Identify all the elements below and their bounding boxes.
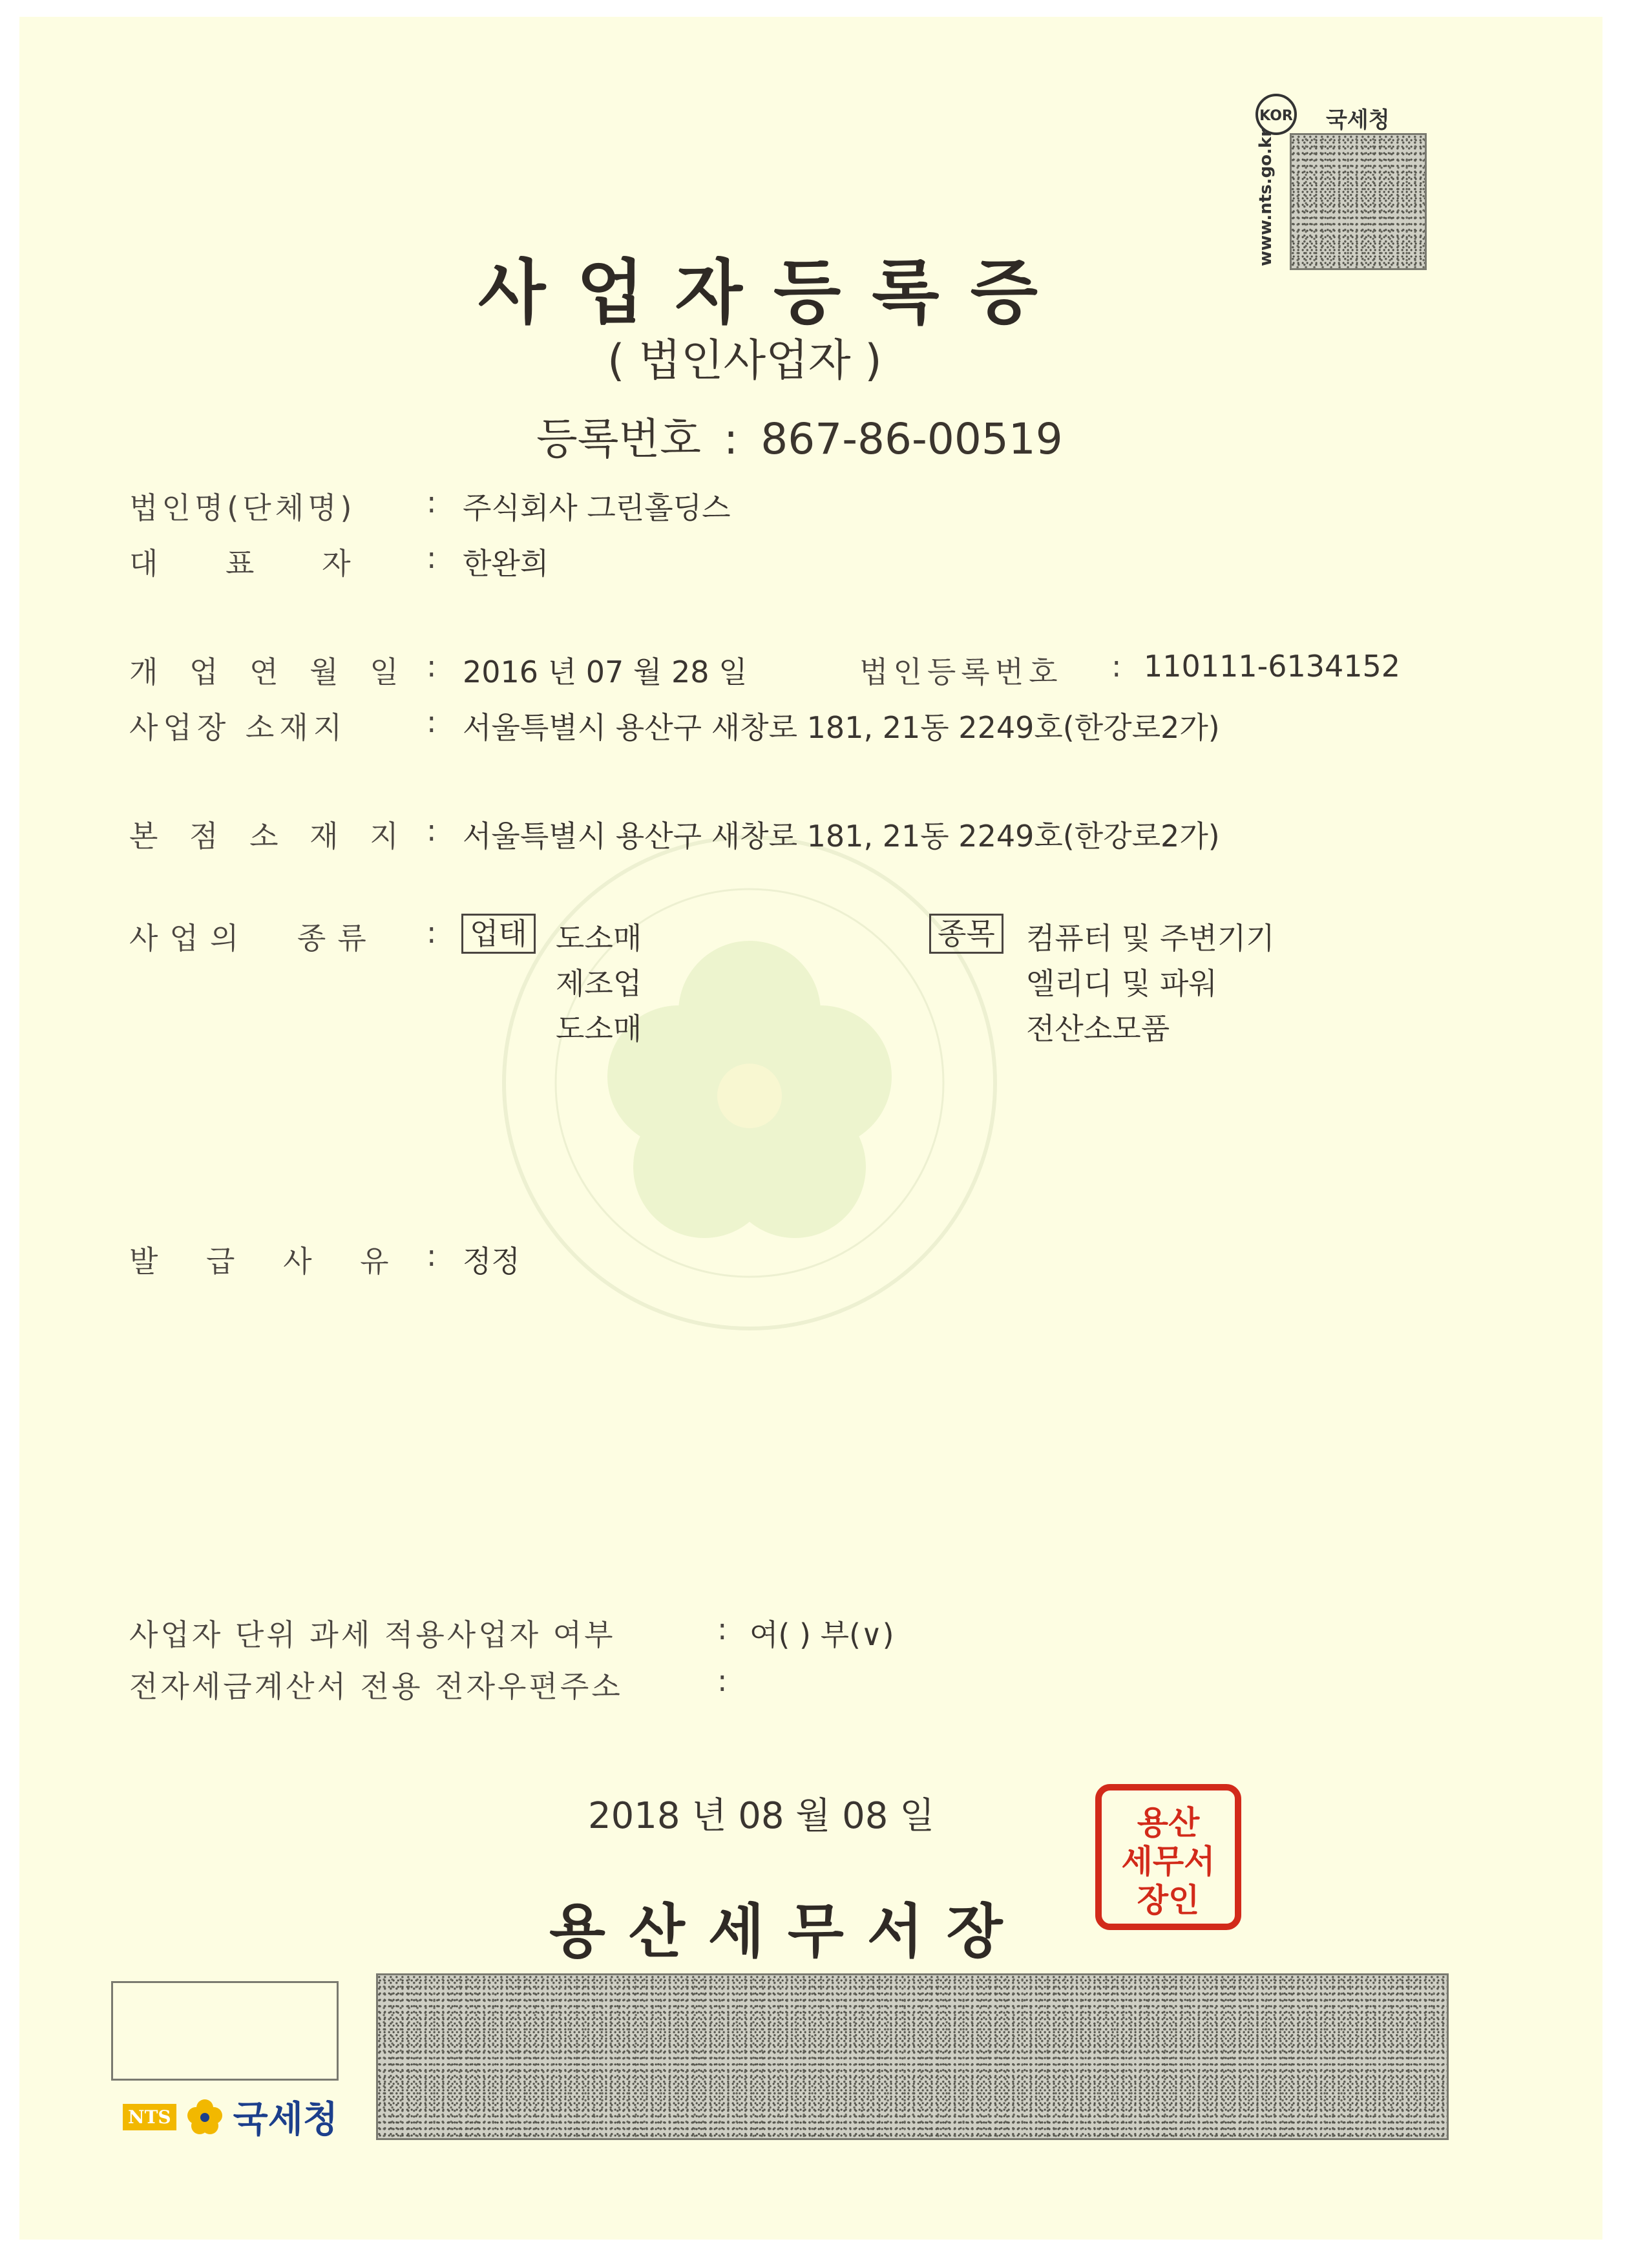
seal-line-1: 용산 bbox=[1137, 1803, 1200, 1842]
colon: : bbox=[426, 915, 437, 950]
colon: : bbox=[426, 704, 437, 739]
business-type-label: 사업의 종류 bbox=[129, 921, 378, 956]
email-label: 전자세금계산서 전용 전자우편주소 bbox=[129, 1669, 623, 1704]
nts-logo bbox=[123, 2091, 338, 2143]
document-title: 사업자등록증 bbox=[478, 253, 1069, 333]
category-2: 제조업 bbox=[556, 966, 642, 1001]
corp-reg-label: 법인등록번호 bbox=[859, 655, 1063, 689]
issue-reason-label: 발 급 사 유 bbox=[129, 1244, 389, 1279]
flower-icon bbox=[184, 2096, 226, 2137]
business-location-value: 서울특별시 용산구 새창로 181, 21동 2249호(한강로2가) bbox=[463, 710, 1220, 745]
svg-text:KOR: KOR bbox=[1259, 108, 1293, 124]
colon: : bbox=[426, 1238, 437, 1273]
corp-name-value: 주식회사 그린홀딩스 bbox=[463, 490, 731, 525]
issue-reason-value: 정정 bbox=[463, 1244, 520, 1279]
certificate-page bbox=[19, 17, 1602, 2240]
seal-line-2: 세무서 bbox=[1121, 1842, 1215, 1880]
registration-number-line bbox=[536, 404, 1063, 466]
category-3: 도소매 bbox=[556, 1011, 642, 1046]
qr-url: www.nts.go.kr bbox=[1256, 128, 1276, 266]
corp-reg-value: 110111-6134152 bbox=[1144, 649, 1401, 684]
issue-date: 2018 년 08 월 08 일 bbox=[588, 1795, 935, 1837]
corp-name-label: 법인명(단체명) bbox=[129, 490, 356, 525]
colon: : bbox=[426, 813, 437, 848]
colon: : bbox=[426, 649, 437, 684]
reg-number-label: 등록번호 bbox=[536, 414, 702, 464]
item-label-box: 종목 bbox=[929, 914, 1003, 954]
opening-date-value: 2016 년 07 월 28 일 bbox=[463, 655, 748, 689]
nts-logo-mark: NTS bbox=[123, 2104, 176, 2130]
item-3: 전산소모품 bbox=[1026, 1011, 1170, 1046]
representative-value: 한완희 bbox=[463, 546, 549, 581]
colon: : bbox=[717, 1663, 728, 1698]
category-label-box: 업태 bbox=[461, 914, 536, 954]
issuing-office: 용산세무서장 bbox=[549, 1898, 1026, 1966]
opening-date-label: 개 업 연 월 일 bbox=[129, 655, 399, 689]
unit-tax-value: 여( ) 부(∨) bbox=[750, 1617, 894, 1652]
colon: : bbox=[426, 540, 437, 575]
document-subtitle: ( 법인사업자 ) bbox=[607, 335, 882, 386]
seal-line-3: 장인 bbox=[1137, 1881, 1200, 1919]
qr-agency-label: 국세청 bbox=[1326, 107, 1390, 133]
blank-stamp-box bbox=[111, 1981, 339, 2081]
reg-number-value: 867-86-00519 bbox=[761, 414, 1063, 464]
business-location-label: 사업장 소재지 bbox=[129, 710, 348, 745]
item-2: 엘리디 및 파워 bbox=[1026, 966, 1217, 1001]
category-1: 도소매 bbox=[556, 921, 642, 956]
head-office-label: 본 점 소 재 지 bbox=[129, 819, 399, 854]
item-1: 컴퓨터 및 주변기기 bbox=[1026, 921, 1275, 956]
colon: : bbox=[426, 485, 437, 520]
official-seal bbox=[1092, 1781, 1245, 1933]
nts-emblem-watermark bbox=[485, 818, 1014, 1348]
security-pattern-strip bbox=[376, 1973, 1449, 2140]
head-office-value: 서울특별시 용산구 새창로 181, 21동 2249호(한강로2가) bbox=[463, 819, 1220, 854]
nts-logo-word: 국세청 bbox=[233, 2099, 338, 2141]
colon: : bbox=[717, 1612, 728, 1646]
unit-tax-label: 사업자 단위 과세 적용사업자 여부 bbox=[129, 1617, 616, 1652]
representative-label: 대 표 자 bbox=[129, 546, 351, 581]
qr-code bbox=[1290, 133, 1427, 270]
qr-panel bbox=[1254, 92, 1422, 279]
reg-number-sep: : bbox=[724, 414, 739, 464]
colon: : bbox=[1111, 649, 1122, 684]
